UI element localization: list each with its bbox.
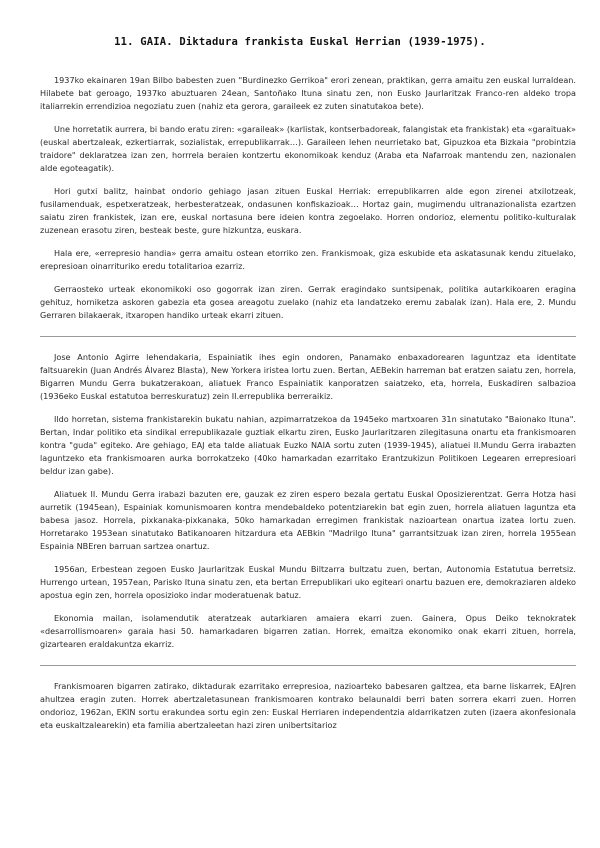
paragraph: Frankismoaren bigarren zatirako, diktadurak ezarritako errepresioa, nazioarteko babesaren galtzea, eta barne liskarrek, EAJren ahultzea eragin zuten. Horrek abertzaletasunean frankismoaren kontrako belaunaldi berri baten sorrera ekarri zuen. Horren ondorioz, 1962an, EKIN sortu erakundea sortu egin zen: Euskal Herriaren independentzia aldarrikatzen zuten (izaera akonfesionala eta euskaltzalearekin) eta familia abertzaleetan hazi ziren unibertsitarioz [40,681,576,730]
paragraph: Aliatuek II. Mundu Gerra irabazi bazuten ere, gauzak ez ziren espero bezala gertatu Euskal Oposizierentzat. Gerra Hotza hasi aurretik (1945ean), Espainiak komunismoaren kontra mendebaldeko potentziarekin bat egin zuen, horrela aliatuen laguntza eta babesa jasoz. Horrela, pixkanaka-pixkanaka, 50ko hamarkadan erregimen frankistak nazioartean onartua izatea lortu zuen. Horretarako 1953ean sinatutako Batikanoaren hitzardura eta AEBkin "Madrilgo Ituna" garrantsitzuak izan ziren, horrela 1955ean Espainia NBEren barruan sartzea onartuz. [40,489,576,551]
section-3 [40,680,576,732]
paragraph: Ildo horretan, sistema frankistarekin bukatu nahian, azpimarratzekoa da 1945eko martxoaren 31n sinatutako "Baionako Ituna". Bertan, Indar politiko eta sindikal errepublikazale guztiak elkartu ziren, Eusko Jaurlaritzaren zilegitasuna onartu eta frankismoaren kontra "guda" egiteko. Are gehiago, EAJ eta talde aliatuak Euzko NAIA sortu zuten (1939-1945), aliatuei II.Mundu Gerra irabazten laguntzeko eta frankismoaren aurka borrokatzeko (40ko hamarkadan ezarritako Erantzukizun Politikoen Legearen errepresioari beldur izan gabe). [40,414,576,476]
paragraph: Jose Antonio Agirre lehendakaria, Espainiatik ihes egin ondoren, Panamako enbaxadorearen laguntzaz eta identitate faltsuarekin (Juan Andrés Álvarez Blasta), New Yorkera iristea lortu zuen. Bertan, AEBekin harreman bat eratzen saiatu zen, horrela, Bigarren Mundu Gerra bukatzerakoan, aliatuek Franco Espainiatik kanporatzen saiatzeko, eta, horrela, Euskadiren salbazioa (1936eko Euskal estatutoa berreskuratuz) zein II.errepublika berreraikiz. [40,352,576,401]
section-2 [40,351,576,651]
section-divider [40,336,576,337]
paragraph: Une horretatik aurrera, bi bando eratu ziren: «garaileak» (karlistak, kontserbadoreak, falangistak eta frankistak) eta «garaituak» (euskal abertzaleak, ezkertiarrak, sozialistak, errepublikarrak…). Garaileen lehen neurrietako bat, Gipuzkoa eta Bizkaia "probintzia traidore" deklaratzea izan zen, horrrela beraien kontzertu ekonomikoak kenduz (Araba eta Nafarroak mantendu zen, nazionalen alde egoteagatik). [40,124,576,173]
section-1 [40,74,576,322]
page-title: 11. GAIA. Diktadura frankista Euskal Herrian (1939-1975). [114,36,486,48]
paragraph: Hori gutxi balitz, hainbat ondorio gehiago jasan zituen Euskal Herriak: errepublikarren alde egon zirenei atxilotzeak, fusilamenduak, espetxeratzeak, herbesteratzeak, ondasunen konfiskazioak… Hortaz gain, mugimendu ultranazionalista ezartzen saiatu ziren frankistek, izan ere, euskal nortasuna bere ideien kontra zegoelako. Horren ondorioz, elementu politiko-kulturalak zuzenean erasotu ziren, besteak beste, gure hizkuntza, euskara. [40,186,576,235]
section-divider [40,665,576,666]
paragraph: Hala ere, «errepresio handia» gerra amaitu ostean etorriko zen. Frankismoak, giza eskubide eta askatasunak kendu zituelako, erepresioan oinarrituriko eredu totalitarioa ezarriz. [40,248,576,271]
paragraph: Gerraosteko urteak ekonomikoki oso gogorrak izan ziren. Gerrak eragindako suntsipenak, politika autarkikoaren eragina gehituz, horniketza askoren gabezia eta gosea areagotu zuelako (nahiz eta landatzeko eremu zabalak izan). Hala ere, 2. Mundu Gerraren bilakaerak, itxaropen handiko urteak ekarri zituen. [40,284,576,320]
paragraph: Ekonomia mailan, isolamendutik ateratzeak autarkiaren amaiera ekarri zuen. Gainera, Opus Deiko teknokratek «desarrollismoaren» garaia hasi 50. hamarkadaren bigarren zatian. Horrek, emaitza ekonomiko onak ekarri zituen, horrela, gizartearen eraldakuntza ekarriz. [40,613,576,649]
document-body [40,74,576,742]
paragraph: 1937ko ekainaren 19an Bilbo babesten zuen "Burdinezko Gerrikoa" erori zenean, praktikan, gerra amaitu zen euskal lurraldean. Hilabete bat geroago, 1937ko abuztuaren 24ean, Santoñako Ituna sinatu zen, non Eusko Jaurlaritzak Franco-ren aldeko tropa italiarrekin errendizioa negoziatu zuen (nahiz eta gerora, garaileek ez zuten sinatutakoa bete). [40,75,576,111]
paragraph: 1956an, Erbestean zegoen Eusko Jaurlaritzak Euskal Mundu Biltzarra bultzatu zuen, bertan, Autonomia Estatutua berretsiz. Hurrengo urtean, 1957ean, Parisko Ituna sinatu zen, eta bertan Errepublikari uko egiteari onartu bazuen ere, demokraziaren aldeko apostua egin zen, horrela oposizioko indar moderatuenak batuz. [40,564,576,600]
